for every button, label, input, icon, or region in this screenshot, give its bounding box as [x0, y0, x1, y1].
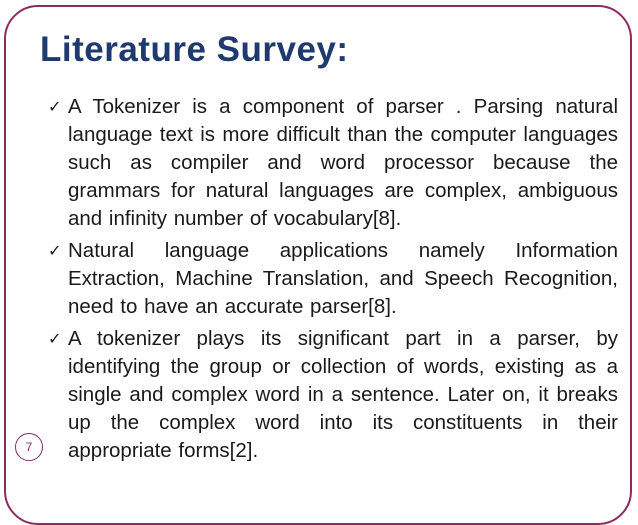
check-icon: ✓ [48, 329, 62, 348]
bullet-list [48, 93, 618, 469]
slide-title: Literature Survey: [40, 30, 349, 69]
page-number-badge: 7 [15, 433, 43, 461]
check-icon: ✓ [48, 97, 62, 116]
bullet-item [48, 325, 618, 465]
bullet-item [48, 237, 618, 321]
bullet-item [48, 93, 618, 233]
bullet-text: Natural language applications namely Information Extraction, Machine Translation, and Speech Recognition, need to have an accurate parser[8]. [68, 239, 618, 318]
bullet-text: A Tokenizer is a component of parser . Parsing natural language text is more difficult than the computer languages such as compiler and word processor because the grammars for natural languages are complex, ambiguous and infinity number of vocabulary[8]. [68, 95, 618, 230]
bullet-text: A tokenizer plays its significant part in a parser, by identifying the group or collection of words, existing as a single and complex word in a sentence. Later on, it breaks up the complex word into its constituents in their appropriate forms[2]. [68, 327, 618, 462]
check-icon: ✓ [48, 241, 62, 260]
